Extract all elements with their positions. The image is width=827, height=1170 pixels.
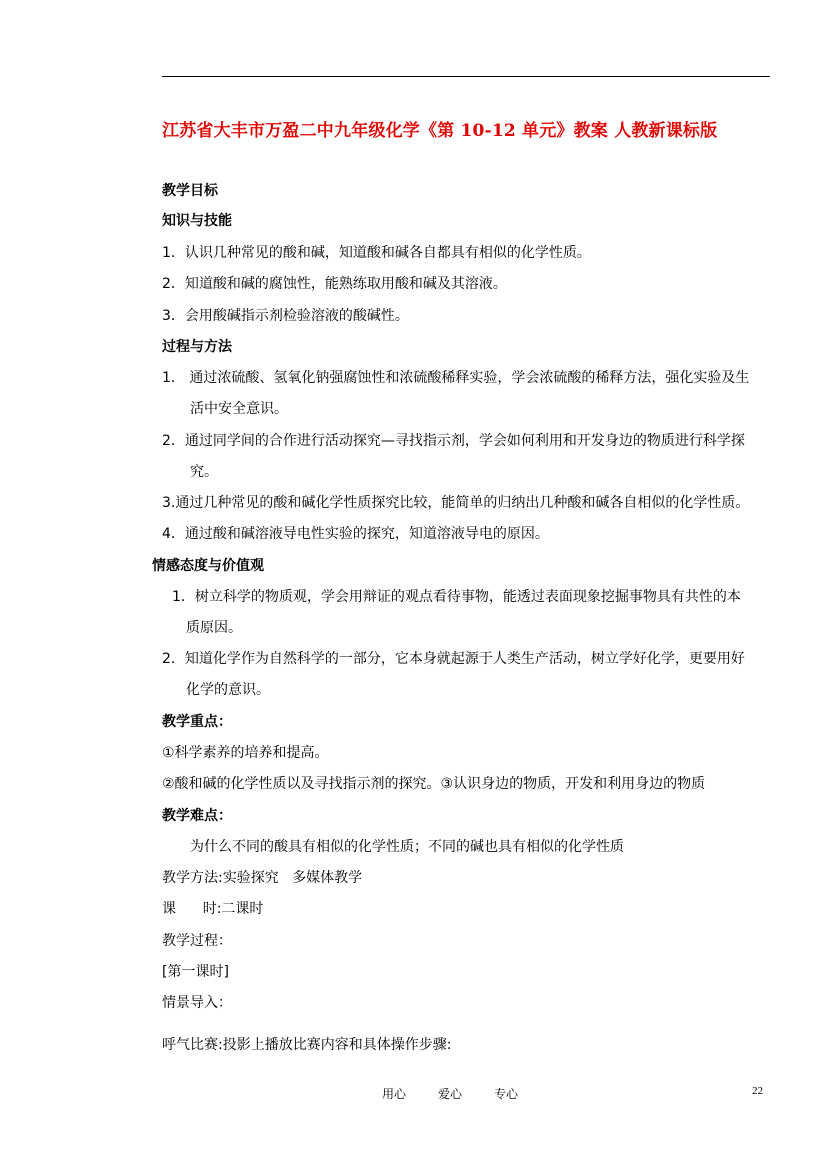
document-title: 江苏省大丰市万盈二中九年级化学《第 10-12 单元》教案 人教新课标版 xyxy=(162,121,718,141)
difficulty-text: 为什么不同的酸具有相似的化学性质；不同的碱也具有相似的化学性质 xyxy=(190,839,624,855)
footer-word-1: 用心 xyxy=(382,1087,407,1101)
emotion-item-continuation: 化学的意识。 xyxy=(186,682,270,698)
emotion-item: 1．树立科学的物质观，学会用辩证的观点看待事物，能透过表面现象挖掘事物具有共性的本 xyxy=(172,589,741,605)
knowledge-item: 2．知道酸和碱的腐蚀性，能熟练取用酸和碱及其溶液。 xyxy=(162,276,507,292)
process-heading: 过程与方法 xyxy=(162,339,232,355)
process-item-continuation: 究。 xyxy=(190,464,218,480)
difficulty-heading: 教学难点： xyxy=(162,808,232,824)
teaching-process-label: 教学过程： xyxy=(162,933,232,949)
scenario-intro-label: 情景导入： xyxy=(162,995,232,1011)
footer-word-2: 爱心 xyxy=(438,1087,463,1101)
emotion-item-continuation: 质原因。 xyxy=(186,620,242,636)
process-item: 1． 通过浓硫酸、氢氧化钠强腐蚀性和浓硫酸稀释实验，学会浓硫酸的稀释方法，强化实验及生 xyxy=(162,370,750,386)
process-item: 3.通过几种常见的酸和碱化学性质探究比较，能简单的归纳出几种酸和碱各自相似的化学性质。 xyxy=(162,495,750,511)
emotion-item: 2．知道化学作为自然科学的一部分，它本身就起源于人类生产活动，树立学好化学，更要用好 xyxy=(162,651,745,667)
header-rule xyxy=(162,76,770,77)
knowledge-heading: 知识与技能 xyxy=(162,213,232,229)
first-period-label: [第一课时] xyxy=(162,964,229,980)
knowledge-item: 3．会用酸碱指示剂检验溶液的酸碱性。 xyxy=(162,308,409,324)
goals-heading: 教学目标 xyxy=(162,183,218,199)
footer-word-3: 专心 xyxy=(494,1087,519,1101)
teaching-method: 教学方法:实验探究 多媒体教学 xyxy=(162,870,363,886)
key-points-heading: 教学重点： xyxy=(162,714,232,730)
process-item-continuation: 活中安全意识。 xyxy=(190,401,288,417)
class-periods: 课 时:二课时 xyxy=(162,901,264,917)
emotion-heading: 情感态度与价值观 xyxy=(152,558,264,574)
key-point-item: ①科学素养的培养和提高。 xyxy=(162,745,329,761)
process-item: 4．通过酸和碱溶液导电性实验的探究，知道溶液导电的原因。 xyxy=(162,526,549,542)
breath-contest-text: 呼气比赛:投影上播放比赛内容和具体操作步骤: xyxy=(162,1037,452,1053)
knowledge-item: 1．认识几种常见的酸和碱，知道酸和碱各自都具有相似的化学性质。 xyxy=(162,245,591,261)
process-item: 2．通过同学间的合作进行活动探究—寻找指示剂，学会如何利用和开发身边的物质进行科学探 xyxy=(162,433,745,449)
page-number: 22 xyxy=(752,1085,763,1097)
key-point-item: ②酸和碱的化学性质以及寻找指示剂的探究。③认识身边的物质，开发和利用身边的物质 xyxy=(162,776,706,792)
